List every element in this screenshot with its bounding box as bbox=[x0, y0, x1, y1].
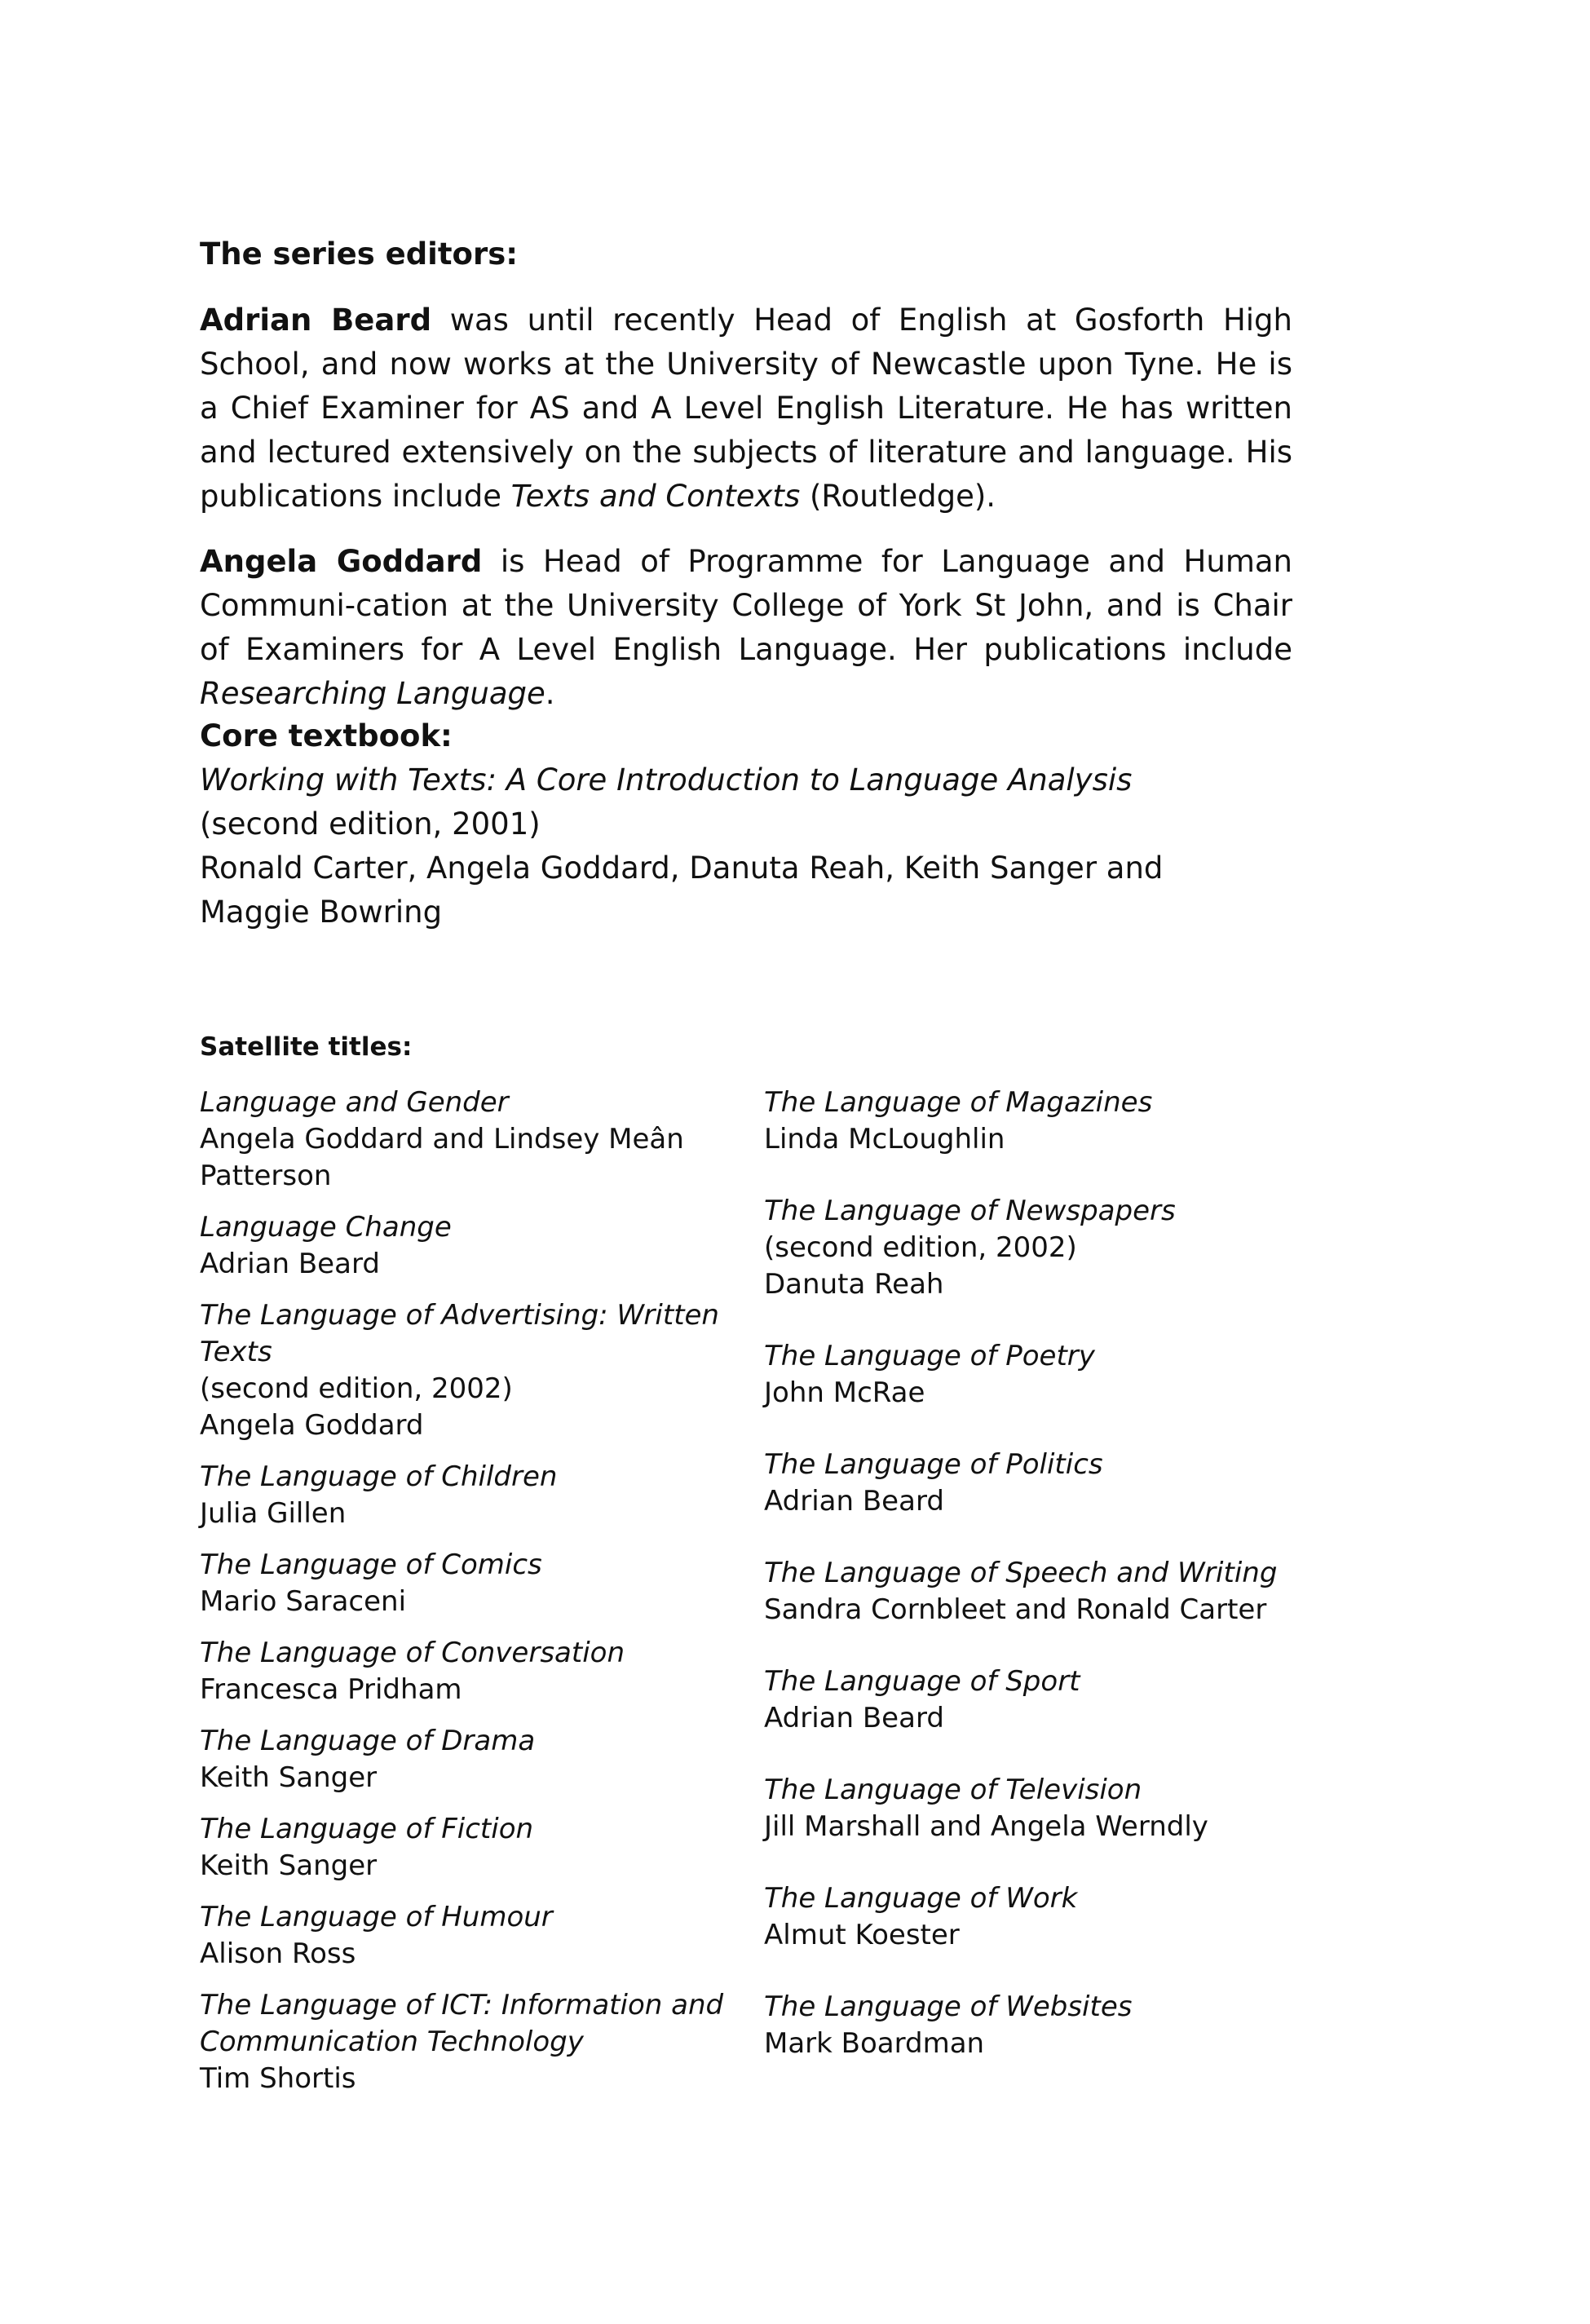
satellite-book-edition: (second edition, 2002) bbox=[764, 1231, 1077, 1264]
core-textbook-authors: Ronald Carter, Angela Goddard, Danuta Reah, Keith Sanger and bbox=[200, 851, 1164, 886]
satellite-title-entry bbox=[200, 1987, 738, 2097]
satellite-book-author: Keith Sanger bbox=[200, 1849, 378, 1882]
satellite-title-entry bbox=[200, 1635, 738, 1708]
satellite-title-entry bbox=[764, 1989, 1302, 2062]
satellite-title-entry bbox=[200, 1899, 738, 1973]
book-title: Texts and Contexts bbox=[510, 479, 801, 514]
satellite-book-author: Tim Shortis bbox=[200, 2062, 356, 2095]
satellite-book-title: The Language of Newspapers bbox=[764, 1195, 1176, 1227]
satellite-list-right bbox=[764, 1085, 1302, 2097]
satellite-book-title: The Language of Sport bbox=[764, 1665, 1080, 1698]
core-textbook-heading: Core textbook: bbox=[200, 718, 453, 753]
satellite-book-author: Francesca Pridham bbox=[200, 1673, 462, 1706]
satellite-book-author: Keith Sanger bbox=[200, 1761, 378, 1794]
core-textbook-authors: Maggie Bowring bbox=[200, 895, 443, 930]
satellite-book-author: Adrian Beard bbox=[764, 1702, 944, 1734]
satellite-book-author: Angela Goddard and Lindsey Meân Patterson bbox=[200, 1123, 684, 1192]
satellite-book-author: Mario Saraceni bbox=[200, 1585, 407, 1618]
satellite-title-entry bbox=[764, 1555, 1302, 1628]
satellite-title-entry bbox=[200, 1085, 738, 1195]
bio-text: . bbox=[545, 676, 555, 711]
satellite-book-author: Mark Boardman bbox=[764, 2027, 985, 2060]
book-title: Researching Language bbox=[200, 676, 545, 711]
satellite-title-entry bbox=[764, 1880, 1302, 1954]
satellite-book-author: Almut Koester bbox=[764, 1919, 960, 1951]
satellite-book-title: The Language of Humour bbox=[200, 1901, 553, 1933]
editor-name: Adrian Beard bbox=[200, 303, 432, 338]
satellite-book-author: Linda McLoughlin bbox=[764, 1123, 1005, 1155]
satellite-book-author: Alison Ross bbox=[200, 1937, 356, 1970]
satellite-book-title: The Language of Advertising: Written Texts bbox=[200, 1299, 719, 1368]
satellite-list-left bbox=[200, 1085, 738, 2112]
satellite-title-entry bbox=[200, 1811, 738, 1884]
core-textbook-entry bbox=[200, 758, 1292, 934]
core-textbook-title: Working with Texts: A Core Introduction to Language Analysis bbox=[200, 762, 1133, 797]
satellite-title-entry bbox=[200, 1547, 738, 1620]
satellite-book-title: The Language of Television bbox=[764, 1774, 1142, 1806]
satellite-titles-heading: Satellite titles: bbox=[200, 1032, 413, 1062]
satellite-book-author: John McRae bbox=[764, 1376, 925, 1409]
satellite-book-title: The Language of Drama bbox=[200, 1725, 536, 1757]
satellite-title-entry bbox=[764, 1663, 1302, 1737]
satellite-book-edition: (second edition, 2002) bbox=[200, 1372, 513, 1405]
satellite-title-entry bbox=[764, 1772, 1302, 1845]
satellite-book-author: Sandra Cornbleet and Ronald Carter bbox=[764, 1593, 1267, 1626]
satellite-book-author: Danuta Reah bbox=[764, 1268, 944, 1301]
satellite-title-entry bbox=[200, 1723, 738, 1796]
satellite-book-title: The Language of Speech and Writing bbox=[764, 1557, 1278, 1589]
satellite-book-title: The Language of ICT: Information and Communication Technology bbox=[200, 1989, 724, 2058]
satellite-book-author: Julia Gillen bbox=[200, 1497, 347, 1530]
satellite-title-entry bbox=[200, 1209, 738, 1283]
satellite-title-entry bbox=[200, 1459, 738, 1532]
satellite-book-author: Jill Marshall and Angela Werndly bbox=[764, 1810, 1208, 1843]
bio-text: (Routledge). bbox=[800, 479, 996, 514]
satellite-book-title: The Language of Websites bbox=[764, 1990, 1133, 2023]
bio-text: is Head of Programme for Language and Human Communi-cation at the University College of York St John, and is Chair of Examiners for A Level English Language. Her publications include bbox=[200, 544, 1292, 667]
satellite-title-entry bbox=[764, 1447, 1302, 1520]
bio-text: was until recently Head of English at Gosforth High School, and now works at the University of Newcastle upon Tyne. He is a Chief Examiner for AS and A Level English Literature. He has written and lectured extensively on the subjects of literature and language. His publications include bbox=[200, 303, 1292, 514]
satellite-book-author: Angela Goddard bbox=[200, 1409, 424, 1442]
editor-bio-goddard bbox=[200, 540, 1292, 716]
satellite-title-entry bbox=[200, 1297, 738, 1444]
satellite-book-title: The Language of Work bbox=[764, 1882, 1078, 1915]
core-textbook-edition: (second edition, 2001) bbox=[200, 806, 541, 842]
satellite-book-author: Adrian Beard bbox=[764, 1485, 944, 1518]
satellite-book-title: The Language of Politics bbox=[764, 1448, 1103, 1481]
satellite-title-entry bbox=[764, 1085, 1302, 1158]
satellite-book-title: The Language of Conversation bbox=[200, 1637, 625, 1669]
editor-bio-beard bbox=[200, 298, 1292, 519]
satellite-title-entry bbox=[764, 1193, 1302, 1303]
satellite-book-title: The Language of Magazines bbox=[764, 1086, 1153, 1119]
satellite-book-title: Language Change bbox=[200, 1211, 452, 1244]
satellite-book-title: Language and Gender bbox=[200, 1086, 509, 1119]
satellite-book-author: Adrian Beard bbox=[200, 1248, 380, 1280]
satellite-book-title: The Language of Fiction bbox=[200, 1813, 534, 1845]
satellite-book-title: The Language of Poetry bbox=[764, 1340, 1095, 1372]
editor-name: Angela Goddard bbox=[200, 544, 483, 579]
series-editors-heading: The series editors: bbox=[200, 236, 519, 272]
satellite-title-entry bbox=[764, 1338, 1302, 1412]
satellite-book-title: The Language of Comics bbox=[200, 1549, 542, 1581]
satellite-book-title: The Language of Children bbox=[200, 1460, 558, 1493]
